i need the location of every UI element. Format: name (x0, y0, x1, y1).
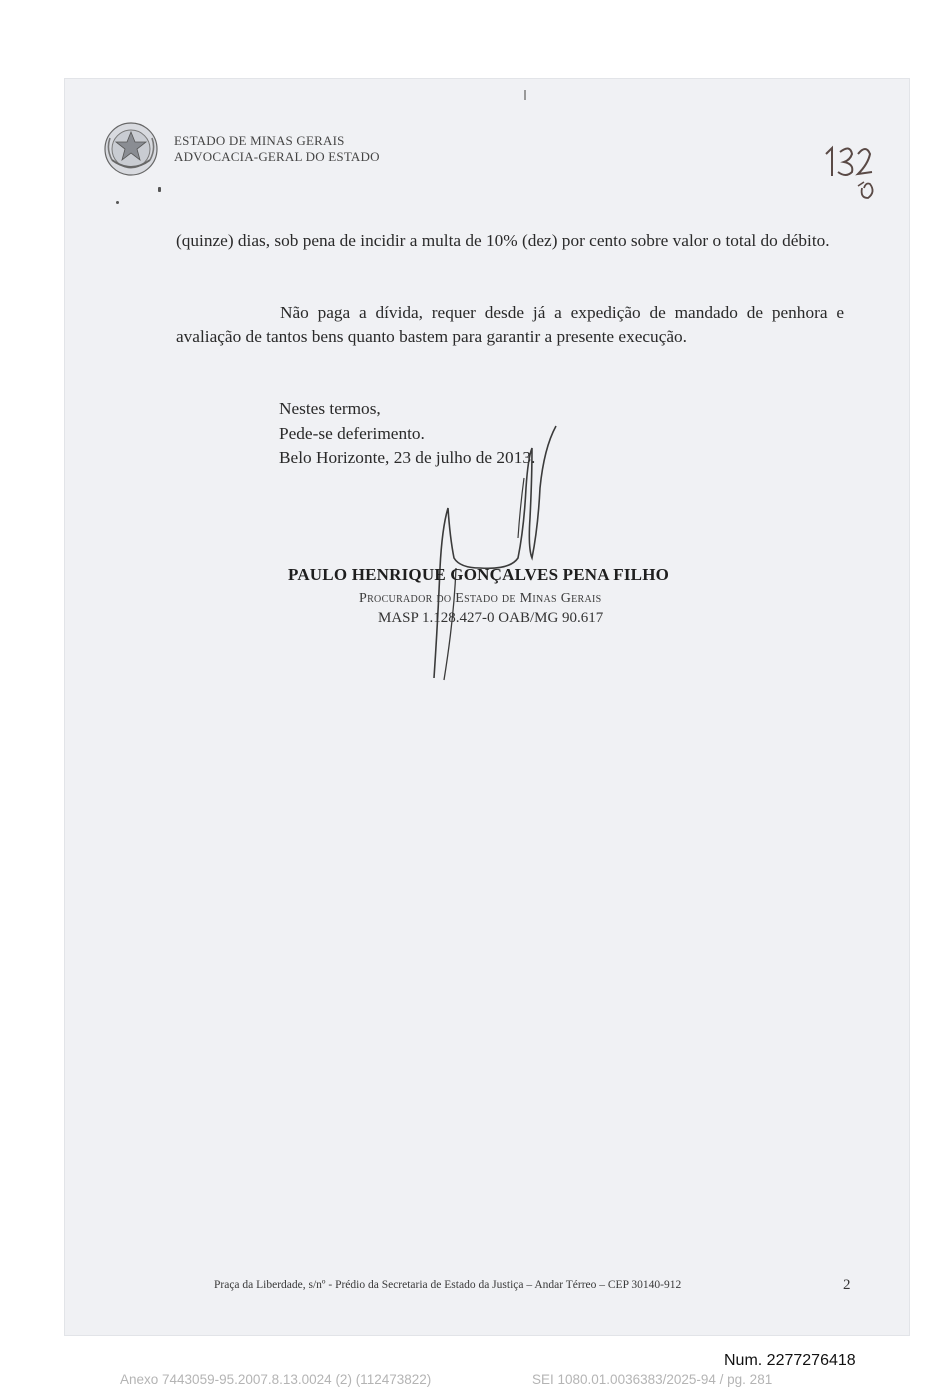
page-number: 2 (843, 1277, 851, 1293)
footer-address: Praça da Liberdade, s/nº - Prédio da Secretaria de Estado da Justiça – Andar Térreo – CEP 30140-912 (214, 1279, 682, 1291)
coat-of-arms-icon (102, 120, 160, 178)
closing-request: Pede-se deferimento. (279, 423, 425, 443)
letterhead-state: ESTADO DE MINAS GERAIS (174, 133, 345, 148)
handwritten-folio-number (814, 136, 894, 206)
letterhead (174, 133, 380, 165)
sei-reference: SEI 1080.01.0036383/2025-94 / pg. 281 (532, 1372, 773, 1387)
letterhead-agency: ADVOCACIA-GERAL DO ESTADO (174, 149, 380, 164)
signatory-ids: MASP 1.128.427-0 OAB/MG 90.617 (378, 610, 604, 626)
document-number-stamp: Num. 2277276418 (724, 1352, 856, 1369)
scan-speck (158, 187, 161, 192)
handwritten-signature (420, 418, 580, 688)
closing-place-date: Belo Horizonte, 23 de julho de 2013. (279, 448, 536, 467)
closing-terms: Nestes termos, (279, 399, 381, 418)
scanned-page (64, 78, 910, 1336)
scan-speck (524, 90, 526, 100)
signatory-name: PAULO HENRIQUE GONÇALVES PENA FILHO (288, 565, 670, 584)
paragraph-deadline: (quinze) dias, sob pena de incidir a multa de 10% (dez) por cento sobre valor o total do débito. (176, 231, 830, 250)
scan-speck (116, 201, 119, 204)
paragraph-penhora: Não paga a dívida, requer desde já a expedição de mandado de penhora e avaliação de tantos bens quanto bastem para garantir a presente execução. (176, 303, 844, 346)
annex-reference: Anexo 7443059-95.2007.8.13.0024 (2) (112473822) (120, 1372, 432, 1387)
signatory-role: Procurador do Estado de Minas Gerais (359, 591, 602, 606)
